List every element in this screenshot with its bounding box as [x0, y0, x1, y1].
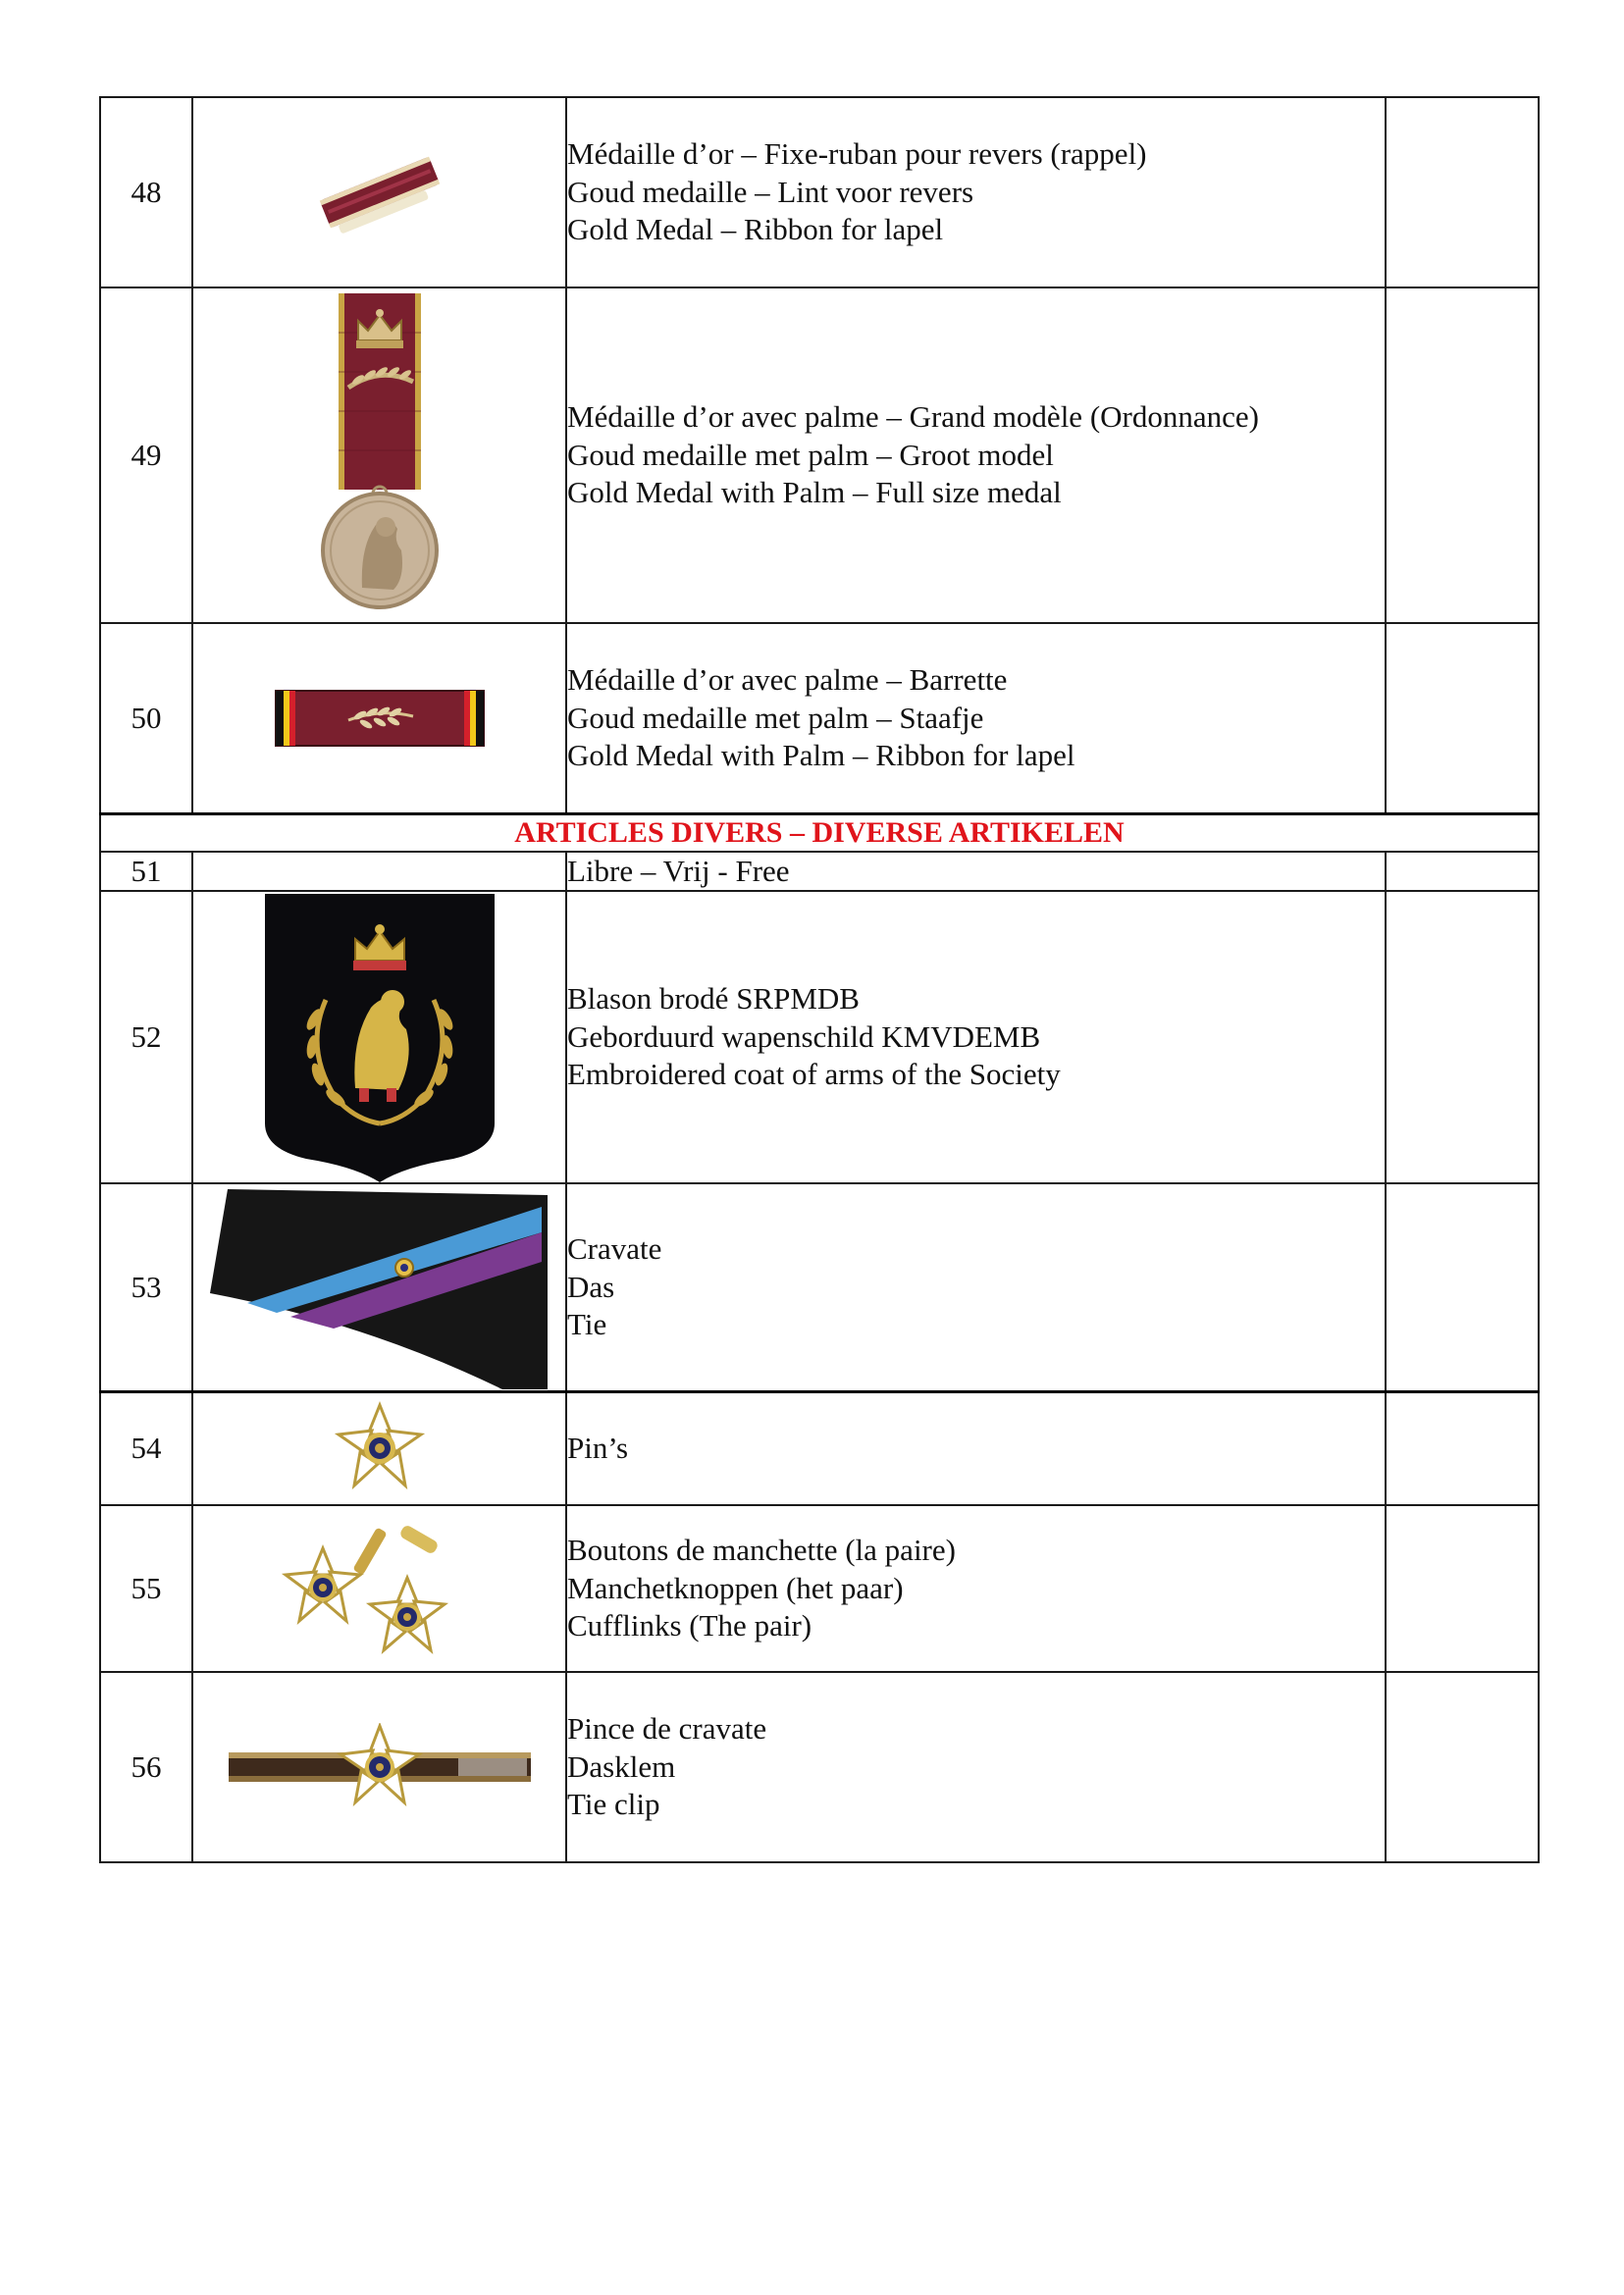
empty-cell: [1386, 1505, 1539, 1672]
section-header-row: [100, 813, 1539, 852]
item-image: [192, 852, 566, 892]
description-fr: Boutons de manchette (la paire): [567, 1533, 956, 1568]
description-fr: Médaille d’or – Fixe-ruban pour revers (rappel): [567, 136, 1147, 172]
description-line: Libre – Vrij - Free: [567, 853, 790, 888]
item-image: [192, 97, 566, 287]
description-en: Embroidered coat of arms of the Society: [567, 1057, 1061, 1092]
description-en: Gold Medal – Ribbon for lapel: [567, 212, 944, 247]
description-line: Pin’s: [567, 1431, 629, 1465]
description-en: Gold Medal with Palm – Full size medal: [567, 475, 1062, 510]
cufflinks-icon: [262, 1515, 498, 1662]
item-number: 54: [100, 1391, 192, 1505]
table-row: [100, 1672, 1539, 1862]
empty-cell: [1386, 1183, 1539, 1391]
description-en: Cufflinks (The pair): [567, 1608, 812, 1643]
item-image: [192, 1672, 566, 1862]
table-row: [100, 1183, 1539, 1391]
item-number: 52: [100, 891, 192, 1183]
item-image: [192, 1183, 566, 1391]
item-number: 56: [100, 1672, 192, 1862]
empty-cell: [1386, 1391, 1539, 1505]
table-row: [100, 623, 1539, 813]
item-description: [566, 852, 1386, 892]
description-fr: Pince de cravate: [567, 1711, 767, 1747]
description-nl: Geborduurd wapenschild KMVDEMB: [567, 1018, 1041, 1054]
description-nl: Das: [567, 1269, 615, 1304]
empty-cell: [1386, 1672, 1539, 1862]
table-row: [100, 287, 1539, 623]
description-fr: Cravate: [567, 1231, 662, 1266]
lapel-ribbon-rosette-icon: [311, 148, 448, 236]
description-en: Tie clip: [567, 1787, 660, 1822]
section-header: ARTICLES DIVERS – DIVERSE ARTIKELEN: [100, 813, 1539, 852]
item-description: [566, 1672, 1386, 1862]
pin-badge-icon: [326, 1399, 434, 1497]
empty-cell: [1386, 97, 1539, 287]
item-image: [192, 1391, 566, 1505]
table-row: [100, 97, 1539, 287]
item-description: [566, 891, 1386, 1183]
item-number: 51: [100, 852, 192, 892]
description-en: Tie: [567, 1307, 607, 1341]
item-number: 55: [100, 1505, 192, 1672]
table-row: [100, 891, 1539, 1183]
tie-clip-icon: [223, 1723, 537, 1811]
table-row: [100, 1391, 1539, 1505]
gold-medal-with-palm-icon: [311, 293, 448, 617]
item-description: [566, 287, 1386, 623]
item-number: 53: [100, 1183, 192, 1391]
item-description: [566, 1505, 1386, 1672]
empty-cell: [1386, 623, 1539, 813]
item-description: [566, 1183, 1386, 1391]
description-nl: Manchetknoppen (het paar): [567, 1570, 904, 1605]
table-row: [100, 852, 1539, 892]
description-fr: Médaille d’or avec palme – Grand modèle (Ordonnance): [567, 399, 1259, 435]
description-nl: Goud medaille – Lint voor revers: [567, 174, 974, 209]
empty-cell: [1386, 852, 1539, 892]
ribbon-bar-with-palm-icon: [274, 687, 486, 750]
item-image: [192, 623, 566, 813]
item-number: 48: [100, 97, 192, 287]
item-number: 49: [100, 287, 192, 623]
description-fr: Médaille d’or avec palme – Barrette: [567, 662, 1008, 697]
description-nl: Dasklem: [567, 1748, 676, 1784]
item-image: [192, 287, 566, 623]
item-number: 50: [100, 623, 192, 813]
tie-icon: [208, 1185, 551, 1389]
empty-cell: [1386, 287, 1539, 623]
item-image: [192, 1505, 566, 1672]
item-description: [566, 97, 1386, 287]
description-nl: Goud medaille met palm – Staafje: [567, 700, 984, 735]
item-description: [566, 1391, 1386, 1505]
description-fr: Blason brodé SRPMDB: [567, 981, 860, 1017]
item-image: [192, 891, 566, 1183]
description-en: Gold Medal with Palm – Ribbon for lapel: [567, 738, 1075, 772]
empty-cell: [1386, 891, 1539, 1183]
description-nl: Goud medaille met palm – Groot model: [567, 437, 1054, 472]
table-row: [100, 1505, 1539, 1672]
item-description: [566, 623, 1386, 813]
catalog-table: [99, 96, 1540, 1863]
embroidered-coat-of-arms-icon: [257, 892, 502, 1182]
